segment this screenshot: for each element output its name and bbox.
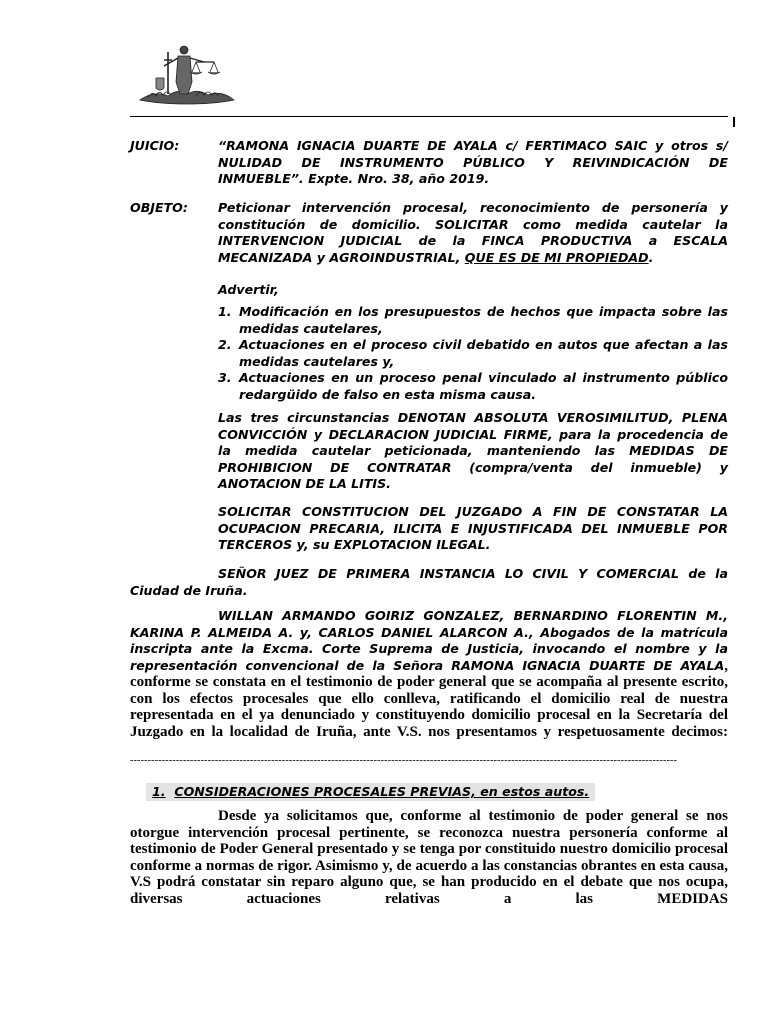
- list-item: [218, 337, 728, 370]
- section-number: 1.: [152, 784, 166, 799]
- dash-separator: -----------------------------------------------------------------------------------------------------------------------------------------------------------: [130, 756, 678, 766]
- objeto-underlined: QUE ES DE MI PROPIEDAD: [464, 249, 649, 265]
- intro-lawyers: WILLAN ARMANDO GOIRIZ GONZALEZ, BERNARDINO FLORENTIN M., KARINA P. ALMEIDA A. y, CARLOS DANIEL ALARCON A., Abogados de la matrícula inscripta ante la Excma. Corte Suprema de Justicia, invocando el nombre y la representación convencional de la Señora RAMONA IGNACIA DUARTE DE AYALA: [130, 608, 728, 673]
- advertir-label: Advertir,: [218, 282, 279, 297]
- list-item-number: 2.: [218, 337, 232, 352]
- header-rule-tick: [733, 117, 735, 127]
- section-heading: [146, 783, 595, 801]
- circunstancias-paragraph: Las tres circunstancias DENOTAN ABSOLUTA VEROSIMILITUD, PLENA CONVICCIÓN y DECLARACION JUDICIAL FIRME, para la procedencia de la medida cautelar peticionada, manteniendo las MEDIDAS DE PROHIBICION DE CONTRATAR (compra/venta del inmueble) y ANOTACION DE LA LITIS.: [218, 410, 728, 491]
- addressee-paragraph: SEÑOR JUEZ DE PRIMERA INSTANCIA LO CIVIL Y COMERCIAL de la Ciudad de Iruña.: [130, 566, 728, 598]
- list-item-text: Actuaciones en el proceso civil debatido en autos que afectan a las medidas cautelares y,: [239, 337, 728, 369]
- justice-seal-icon: [134, 38, 240, 108]
- objeto-end: .: [648, 249, 654, 265]
- section-end: .: [584, 784, 590, 799]
- advertir-list: [218, 304, 728, 403]
- solicitar-paragraph: SOLICITAR CONSTITUCION DEL JUZGADO A FIN DE CONSTATAR LA OCUPACION PRECARIA, ILICITA E INJUSTIFICADA DEL INMUEBLE POR TERCEROS y, su EXPLOTACION ILEGAL.: [218, 504, 728, 552]
- body-paragraph: Desde ya solicitamos que, conforme al testimonio de poder general se nos otorgue intervención procesal pertinente, se reconozca nuestra personería conforme al testimonio de Poder General presentado y se tenga por constituido nuestro domicilio procesal conforme a normas de rigor. Asimismo y, de acuerdo a las constancias obrantes en esta causa, V.S podrá constatar sin reparo alguno que, se han producido en el debate que nos ocupa, diversas actuaciones relativas a las MEDIDAS: [130, 808, 728, 907]
- juicio-text: “RAMONA IGNACIA DUARTE DE AYALA c/ FERTIMACO SAIC y otros s/ NULIDAD DE INSTRUMENTO PÚBLICO Y REIVINDICACIÓN DE INMUEBLE”. Expte. Nro. 38, año 2019.: [218, 138, 728, 186]
- objeto-text: [218, 200, 728, 266]
- list-item: [218, 304, 728, 337]
- list-item-text: Actuaciones en un proceso penal vinculado al instrumento público redargüido de falso en esta misma causa.: [239, 370, 728, 402]
- intro-paragraph: [130, 608, 728, 740]
- list-item-number: 3.: [218, 370, 232, 385]
- objeto-label: OBJETO:: [130, 200, 188, 215]
- objeto-body: Peticionar intervención procesal, reconocimiento de personería y constitución de domicilio. SOLICITAR como medida cautelar la INTERVENCION JUDICIAL de la FINCA PRODUCTIVA a ESCALA MECANIZADA y AGROINDUSTRIAL,: [218, 200, 728, 265]
- intro-body: , conforme se constata en el testimonio de poder general que se acompaña al presente escrito, con los efectos procesales que ello conlleva, ratificando el domicilio real de nuestra representada en el ya denunciado y constituyendo domicilio procesal en la Secretaría del Juzgado en la localidad de Iruña, ante V.S. nos presentamos y respetuosamente decimos:: [130, 657, 728, 740]
- header-rule: [130, 116, 728, 117]
- list-item-text: Modificación en los presupuestos de hechos que impacta sobre las medidas cautelares,: [239, 304, 728, 336]
- juicio-label: JUICIO:: [130, 138, 180, 153]
- list-item-number: 1.: [218, 304, 232, 319]
- section-title: CONSIDERACIONES PROCESALES PREVIAS, en estos autos: [174, 784, 585, 799]
- list-item: [218, 370, 728, 403]
